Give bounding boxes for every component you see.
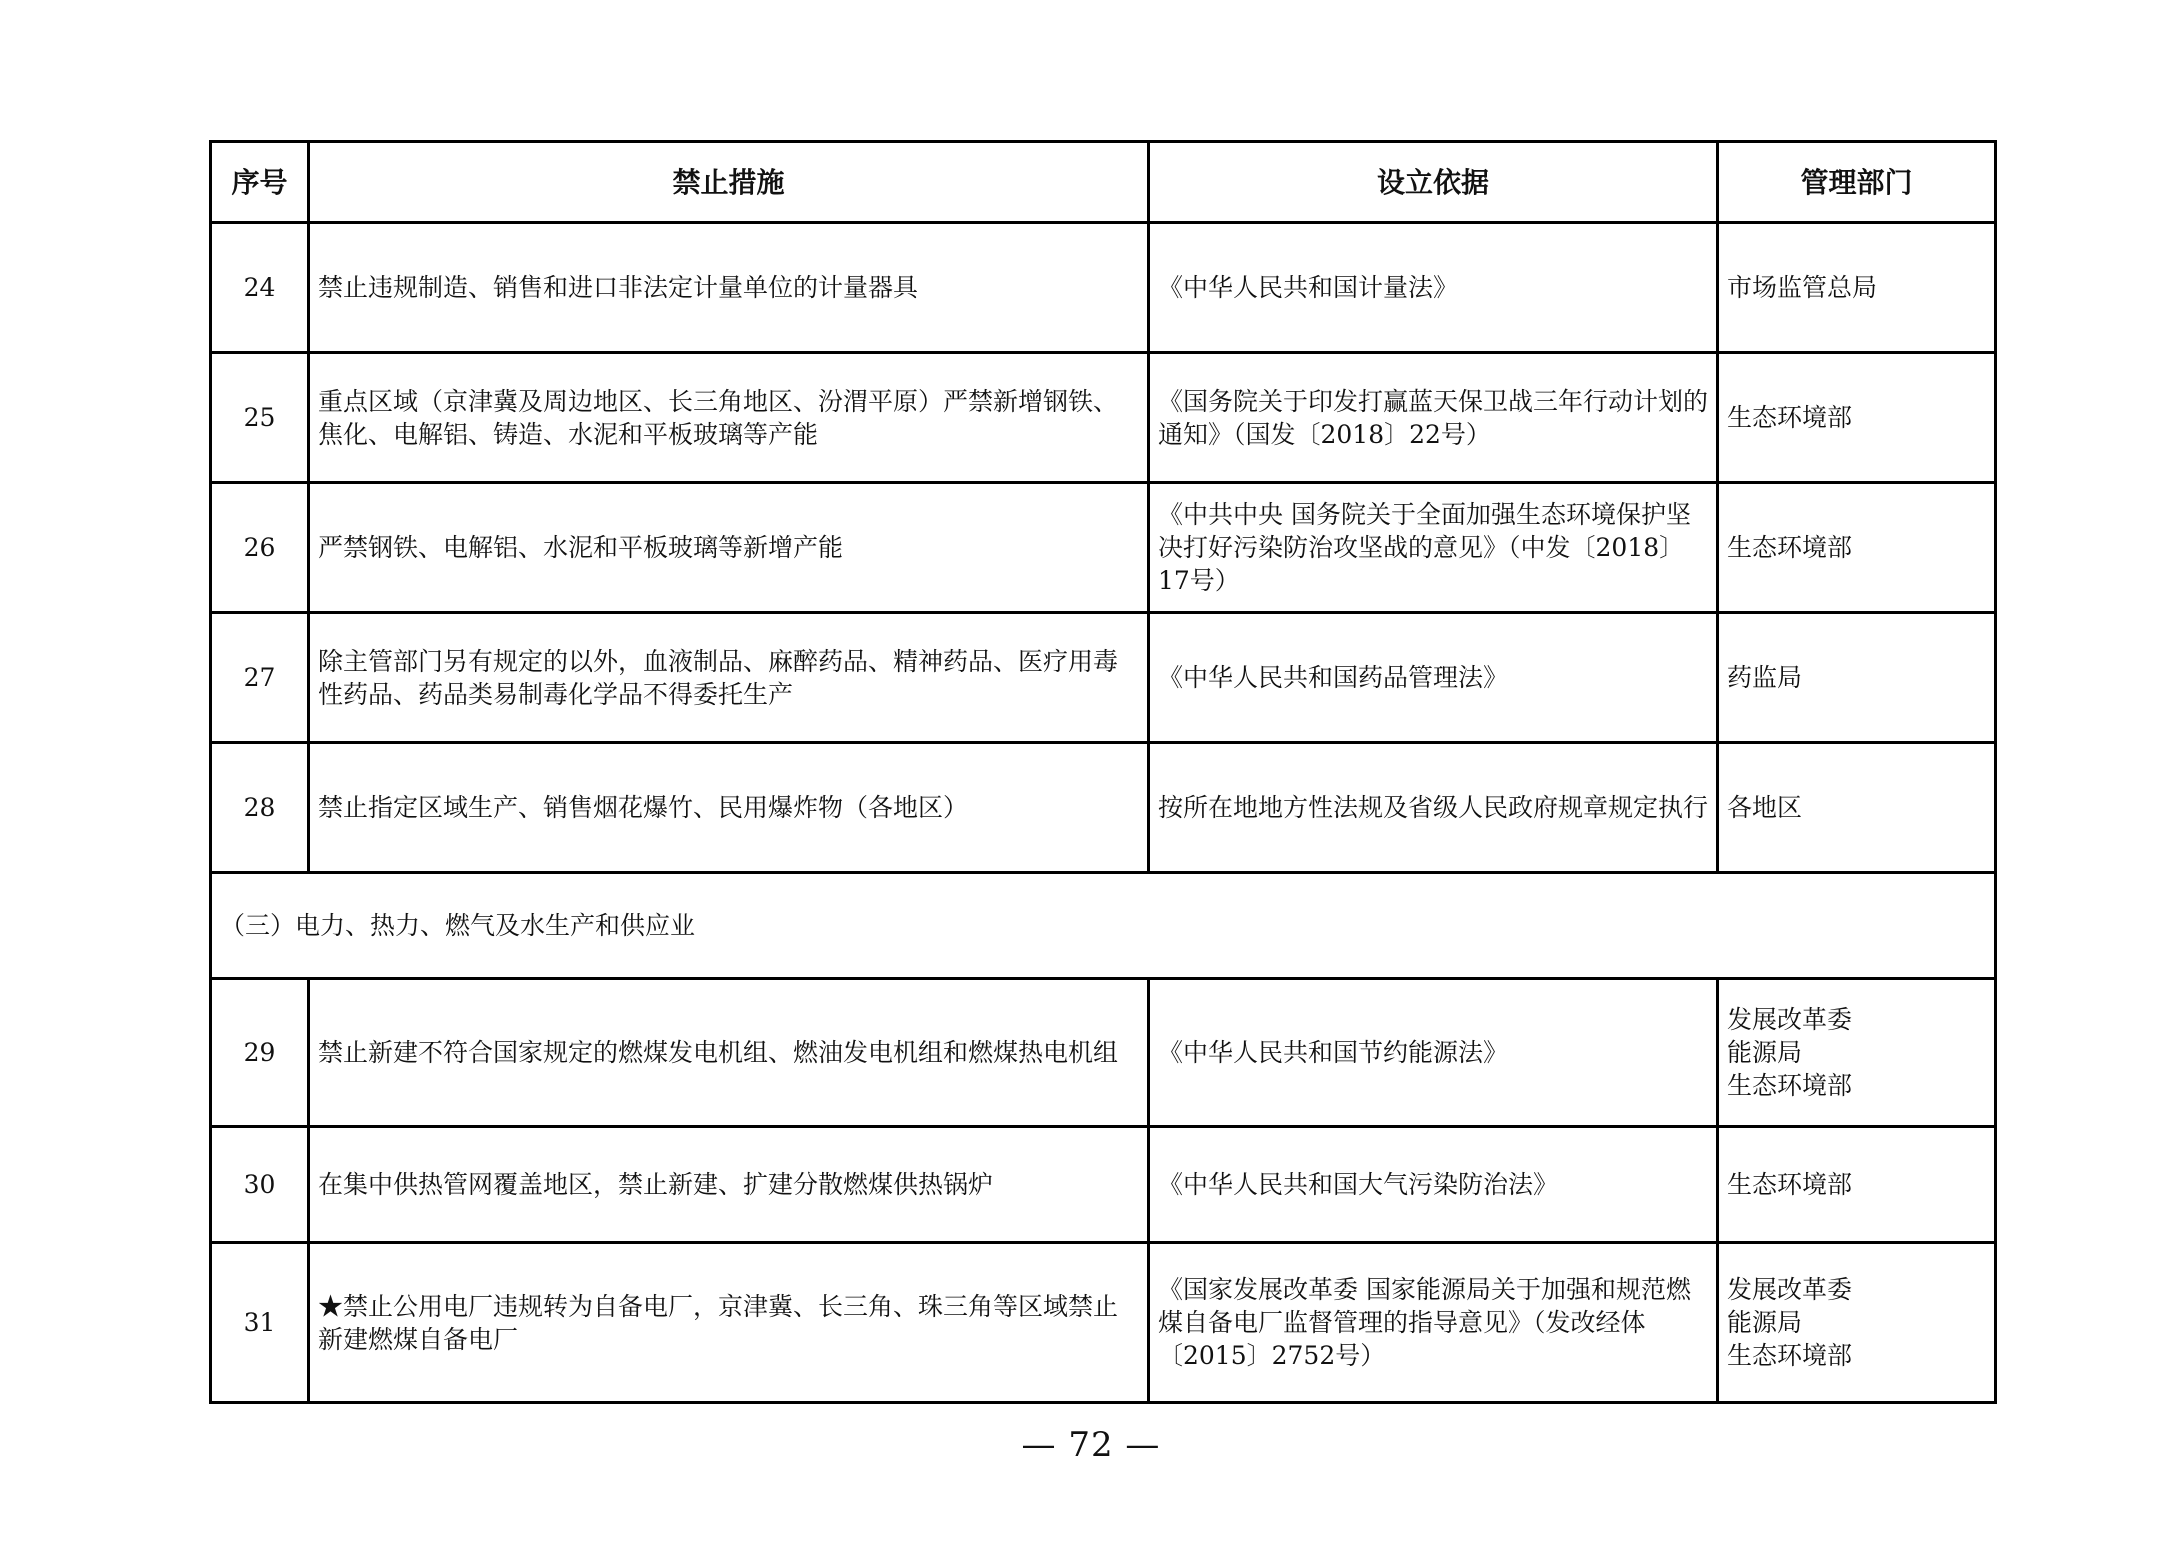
row-number: 28 [211, 743, 309, 873]
header-department: 管理部门 [1718, 142, 1996, 223]
table-row [211, 743, 1996, 873]
row-measure: 重点区域（京津冀及周边地区、长三角地区、汾渭平原）严禁新增钢铁、焦化、电解铝、铸造、水泥和平板玻璃等产能 [309, 353, 1149, 483]
row-measure: 禁止新建不符合国家规定的燃煤发电机组、燃油发电机组和燃煤热电机组 [309, 979, 1149, 1127]
row-number: 25 [211, 353, 309, 483]
row-department [1718, 483, 1996, 613]
row-basis: 《中华人民共和国药品管理法》 [1149, 613, 1718, 743]
row-number: 26 [211, 483, 309, 613]
row-number: 24 [211, 223, 309, 353]
row-department [1718, 1243, 1996, 1403]
row-basis: 《中华人民共和国节约能源法》 [1149, 979, 1718, 1127]
department-line: 生态环境部 [1727, 1341, 1853, 1370]
department-line: 生态环境部 [1727, 533, 1853, 562]
department-line: 能源局 [1727, 1308, 1803, 1337]
table-row [211, 483, 1996, 613]
row-measure: 除主管部门另有规定的以外，血液制品、麻醉药品、精神药品、医疗用毒性药品、药品类易制毒化学品不得委托生产 [309, 613, 1149, 743]
department-line: 生态环境部 [1727, 1170, 1853, 1199]
row-measure: 禁止违规制造、销售和进口非法定计量单位的计量器具 [309, 223, 1149, 353]
row-department [1718, 353, 1996, 483]
department-line: 生态环境部 [1727, 1071, 1853, 1100]
table-row [211, 979, 1996, 1127]
department-line: 各地区 [1727, 793, 1803, 822]
department-line: 能源局 [1727, 1038, 1803, 1067]
department-line: 市场监管总局 [1727, 273, 1878, 302]
row-basis: 《中共中央 国务院关于全面加强生态环境保护坚决打好污染防治攻坚战的意见》（中发〔2018〕17号） [1149, 483, 1718, 613]
table-row [211, 613, 1996, 743]
row-basis: 《国务院关于印发打赢蓝天保卫战三年行动计划的通知》（国发〔2018〕22号） [1149, 353, 1718, 483]
department-line: 生态环境部 [1727, 403, 1853, 432]
page-number: — 72 — [1021, 1425, 1161, 1465]
row-department [1718, 743, 1996, 873]
header-basis: 设立依据 [1149, 142, 1718, 223]
row-department [1718, 1127, 1996, 1243]
row-department [1718, 613, 1996, 743]
department-line: 药监局 [1727, 663, 1803, 692]
table-row [211, 1127, 1996, 1243]
row-number: 27 [211, 613, 309, 743]
section-heading: （三）电力、热力、燃气及水生产和供应业 [211, 873, 1996, 979]
section-row [211, 873, 1996, 979]
table-header-row [211, 142, 1996, 223]
row-measure: ★禁止公用电厂违规转为自备电厂，京津冀、长三角、珠三角等区域禁止新建燃煤自备电厂 [309, 1243, 1149, 1403]
department-line: 发展改革委 [1727, 1005, 1853, 1034]
row-basis: 《国家发展改革委 国家能源局关于加强和规范燃煤自备电厂监督管理的指导意见》（发改经体〔2015〕2752号） [1149, 1243, 1718, 1403]
table-row [211, 353, 1996, 483]
row-department [1718, 979, 1996, 1127]
row-basis: 《中华人民共和国大气污染防治法》 [1149, 1127, 1718, 1243]
table-row [211, 223, 1996, 353]
prohibition-table [209, 140, 1997, 1404]
row-department [1718, 223, 1996, 353]
row-measure: 在集中供热管网覆盖地区，禁止新建、扩建分散燃煤供热锅炉 [309, 1127, 1149, 1243]
department-line: 发展改革委 [1727, 1275, 1853, 1304]
row-number: 31 [211, 1243, 309, 1403]
row-number: 29 [211, 979, 309, 1127]
table-row [211, 1243, 1996, 1403]
row-measure: 严禁钢铁、电解铝、水泥和平板玻璃等新增产能 [309, 483, 1149, 613]
row-basis: 按所在地地方性法规及省级人民政府规章规定执行 [1149, 743, 1718, 873]
row-basis: 《中华人民共和国计量法》 [1149, 223, 1718, 353]
header-measure: 禁止措施 [309, 142, 1149, 223]
header-serial: 序号 [211, 142, 309, 223]
row-measure: 禁止指定区域生产、销售烟花爆竹、民用爆炸物（各地区） [309, 743, 1149, 873]
row-number: 30 [211, 1127, 309, 1243]
